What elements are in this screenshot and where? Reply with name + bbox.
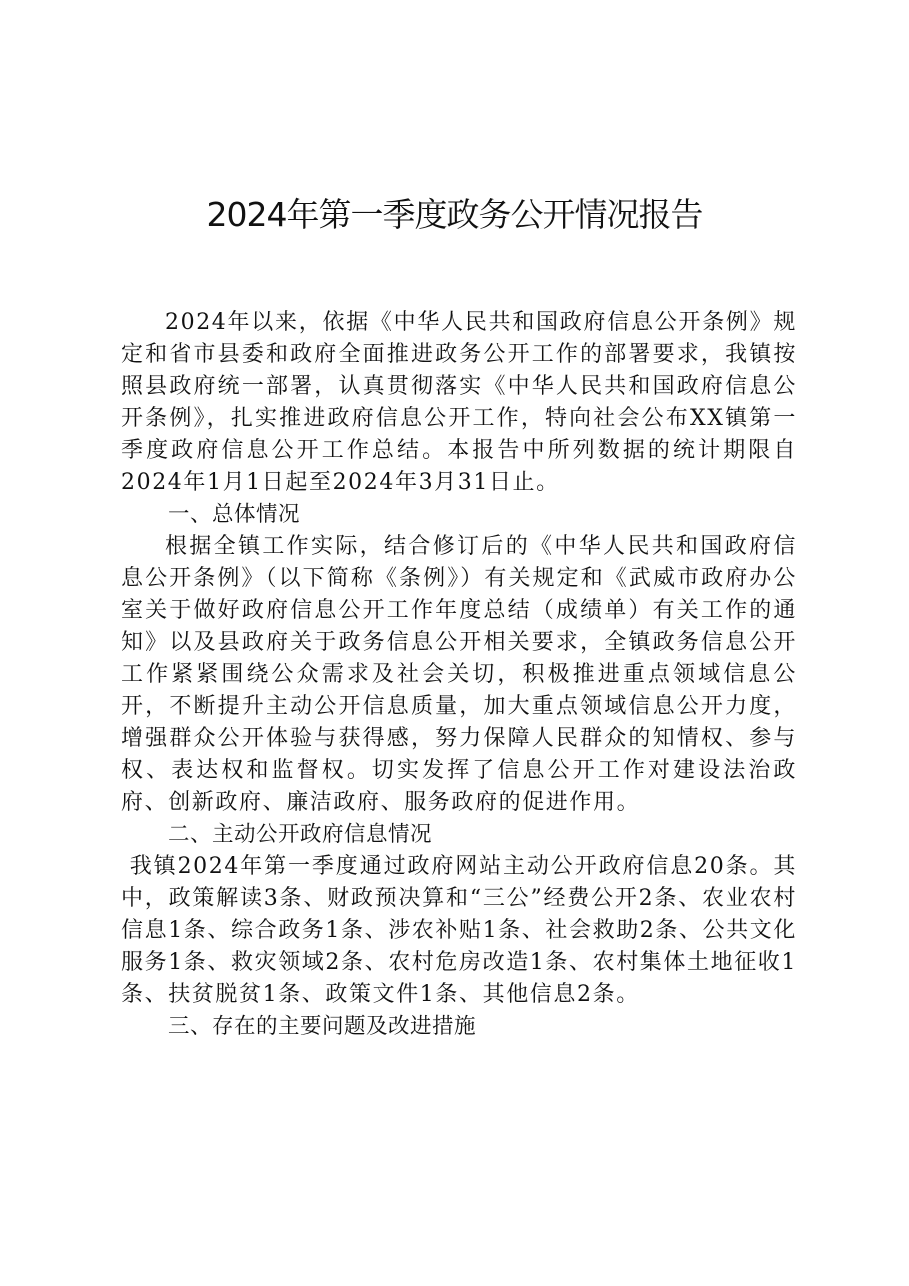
section-paragraph-overview: 根据全镇工作实际，结合修订后的《中华人民共和国政府信息公开条例》（以下简称《条例》）有关规定和《武威市政府办公室关于做好政府信息公开工作年度总结（成绩单）有关工作的通知》以及县政府关于政务信息公开相关要求，全镇政务信息公开工作紧紧围绕公众需求及社会关切，积极推进重点领域信息公开，不断提升主动公开信息质量，加大重点领域信息公开力度，增强群众公开体验与获得感，努力保障人民群众的知情权、参与权、表达权和监督权。切实发挥了信息公开工作对建设法治政府、创新政府、廉洁政府、服务政府的促进作用。: [121, 534, 797, 815]
section-paragraph-disclosure: 我镇2024年第一季度通过政府网站主动公开政府信息20条。其中，政策解读3条、财政预决算和“三公”经费公开2条、农业农村信息1条、综合政务1条、涉农补贴1条、社会救助2条、公共文化服务1条、救灾领域2条、农村危房改造1条、农村集体土地征收1条、扶贫脱贫1条、政策文件1条、其他信息2条。: [121, 854, 797, 1007]
document-body: [121, 307, 797, 1043]
document-title: 2024年第一季度政务公开情况报告: [206, 195, 703, 234]
intro-paragraph: 2024年以来，依据《中华人民共和国政府信息公开条例》规定和省市县委和政府全面推进政务公开工作的部署要求，我镇按照县政府统一部署，认真贯彻落实《中华人民共和国政府信息公开条例》，扎实推进政府信息公开工作，特向社会公布XX镇第一季度政府信息公开工作总结。本报告中所列数据的统计期限自2024年1月1日起至2024年3月31日止。: [121, 310, 797, 495]
section-heading-overview: 一、总体情况: [168, 502, 301, 527]
section-heading-problems: 三、存在的主要问题及改进措施: [168, 1014, 477, 1039]
section-heading-disclosure: 二、主动公开政府信息情况: [168, 822, 433, 847]
